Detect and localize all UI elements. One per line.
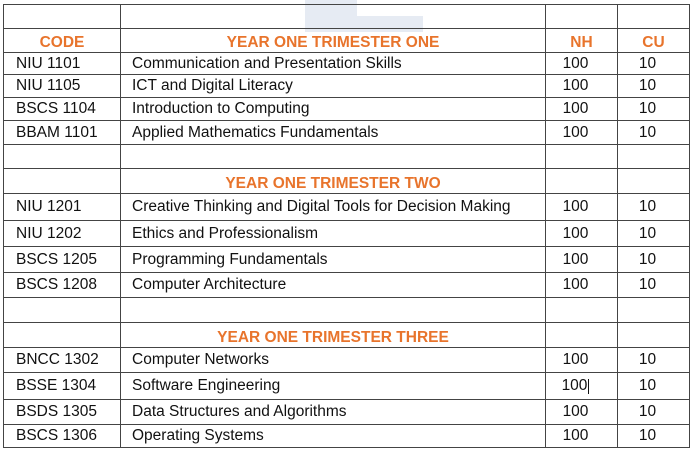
blank-row (4, 298, 690, 323)
table-row (4, 98, 690, 121)
course-code: BSCS 1306 (4, 425, 121, 448)
nh-value: 100 (546, 53, 618, 75)
course-code: BSDS 1305 (4, 400, 121, 425)
course-code: NIU 1201 (4, 194, 121, 221)
trimester-three-heading: YEAR ONE TRIMESTER THREE (121, 323, 546, 348)
text-cursor (588, 379, 589, 394)
section-row (4, 169, 690, 194)
cu-value: 10 (618, 53, 690, 75)
cu-header: CU (618, 29, 690, 53)
cu-value: 10 (618, 247, 690, 273)
course-title: Data Structures and Algorithms (121, 400, 546, 425)
course-code: BSSE 1304 (4, 373, 121, 400)
course-title: Ethics and Professionalism (121, 221, 546, 247)
blank-row (4, 5, 690, 29)
course-title: Applied Mathematics Fundamentals (121, 121, 546, 145)
nh-value: 100 (546, 247, 618, 273)
nh-value: 100 (546, 194, 618, 221)
table-row (4, 425, 690, 448)
course-code: BNCC 1302 (4, 348, 121, 373)
course-code: BBAM 1101 (4, 121, 121, 145)
course-code: NIU 1101 (4, 53, 121, 75)
course-code: BSCS 1208 (4, 273, 121, 298)
cu-value: 10 (618, 273, 690, 298)
blank-row (4, 145, 690, 169)
code-header: CODE (4, 29, 121, 53)
course-title: ICT and Digital Literacy (121, 75, 546, 98)
table-row (4, 348, 690, 373)
course-code: BSCS 1205 (4, 247, 121, 273)
cu-value: 10 (618, 221, 690, 247)
course-title: Communication and Presentation Skills (121, 53, 546, 75)
course-title: Computer Architecture (121, 273, 546, 298)
table-row (4, 400, 690, 425)
course-title: Operating Systems (121, 425, 546, 448)
cu-value: 10 (618, 194, 690, 221)
nh-value: 100 (546, 121, 618, 145)
nh-value: 100 (546, 273, 618, 298)
table-row (4, 273, 690, 298)
cu-value: 10 (618, 348, 690, 373)
course-code: NIU 1105 (4, 75, 121, 98)
cu-value: 10 (618, 121, 690, 145)
table-row (4, 53, 690, 75)
nh-value: 100 (546, 425, 618, 448)
section-row (4, 323, 690, 348)
cu-value: 10 (618, 425, 690, 448)
table-row (4, 221, 690, 247)
cu-value: 10 (618, 98, 690, 121)
trimester-two-heading: YEAR ONE TRIMESTER TWO (121, 169, 546, 194)
cu-value: 10 (618, 373, 690, 400)
cu-value: 10 (618, 75, 690, 98)
cu-value: 10 (618, 400, 690, 425)
header-row (4, 29, 690, 53)
nh-header: NH (546, 29, 618, 53)
course-table (3, 4, 690, 448)
course-code: NIU 1202 (4, 221, 121, 247)
course-title: Programming Fundamentals (121, 247, 546, 273)
table-row (4, 247, 690, 273)
nh-value: 100 (546, 75, 618, 98)
table-row (4, 121, 690, 145)
table-row (4, 75, 690, 98)
table-row (4, 194, 690, 221)
course-title: Computer Networks (121, 348, 546, 373)
nh-value: 100 (546, 98, 618, 121)
table-row (4, 373, 690, 400)
nh-value: 100 (546, 348, 618, 373)
course-title: Introduction to Computing (121, 98, 546, 121)
nh-value: 100 (546, 400, 618, 425)
nh-value[interactable]: 100 (546, 373, 618, 400)
course-code: BSCS 1104 (4, 98, 121, 121)
course-title: Software Engineering (121, 373, 546, 400)
trimester-one-heading: YEAR ONE TRIMESTER ONE (121, 29, 546, 53)
course-title: Creative Thinking and Digital Tools for Decision Making (121, 194, 546, 221)
nh-value: 100 (546, 221, 618, 247)
